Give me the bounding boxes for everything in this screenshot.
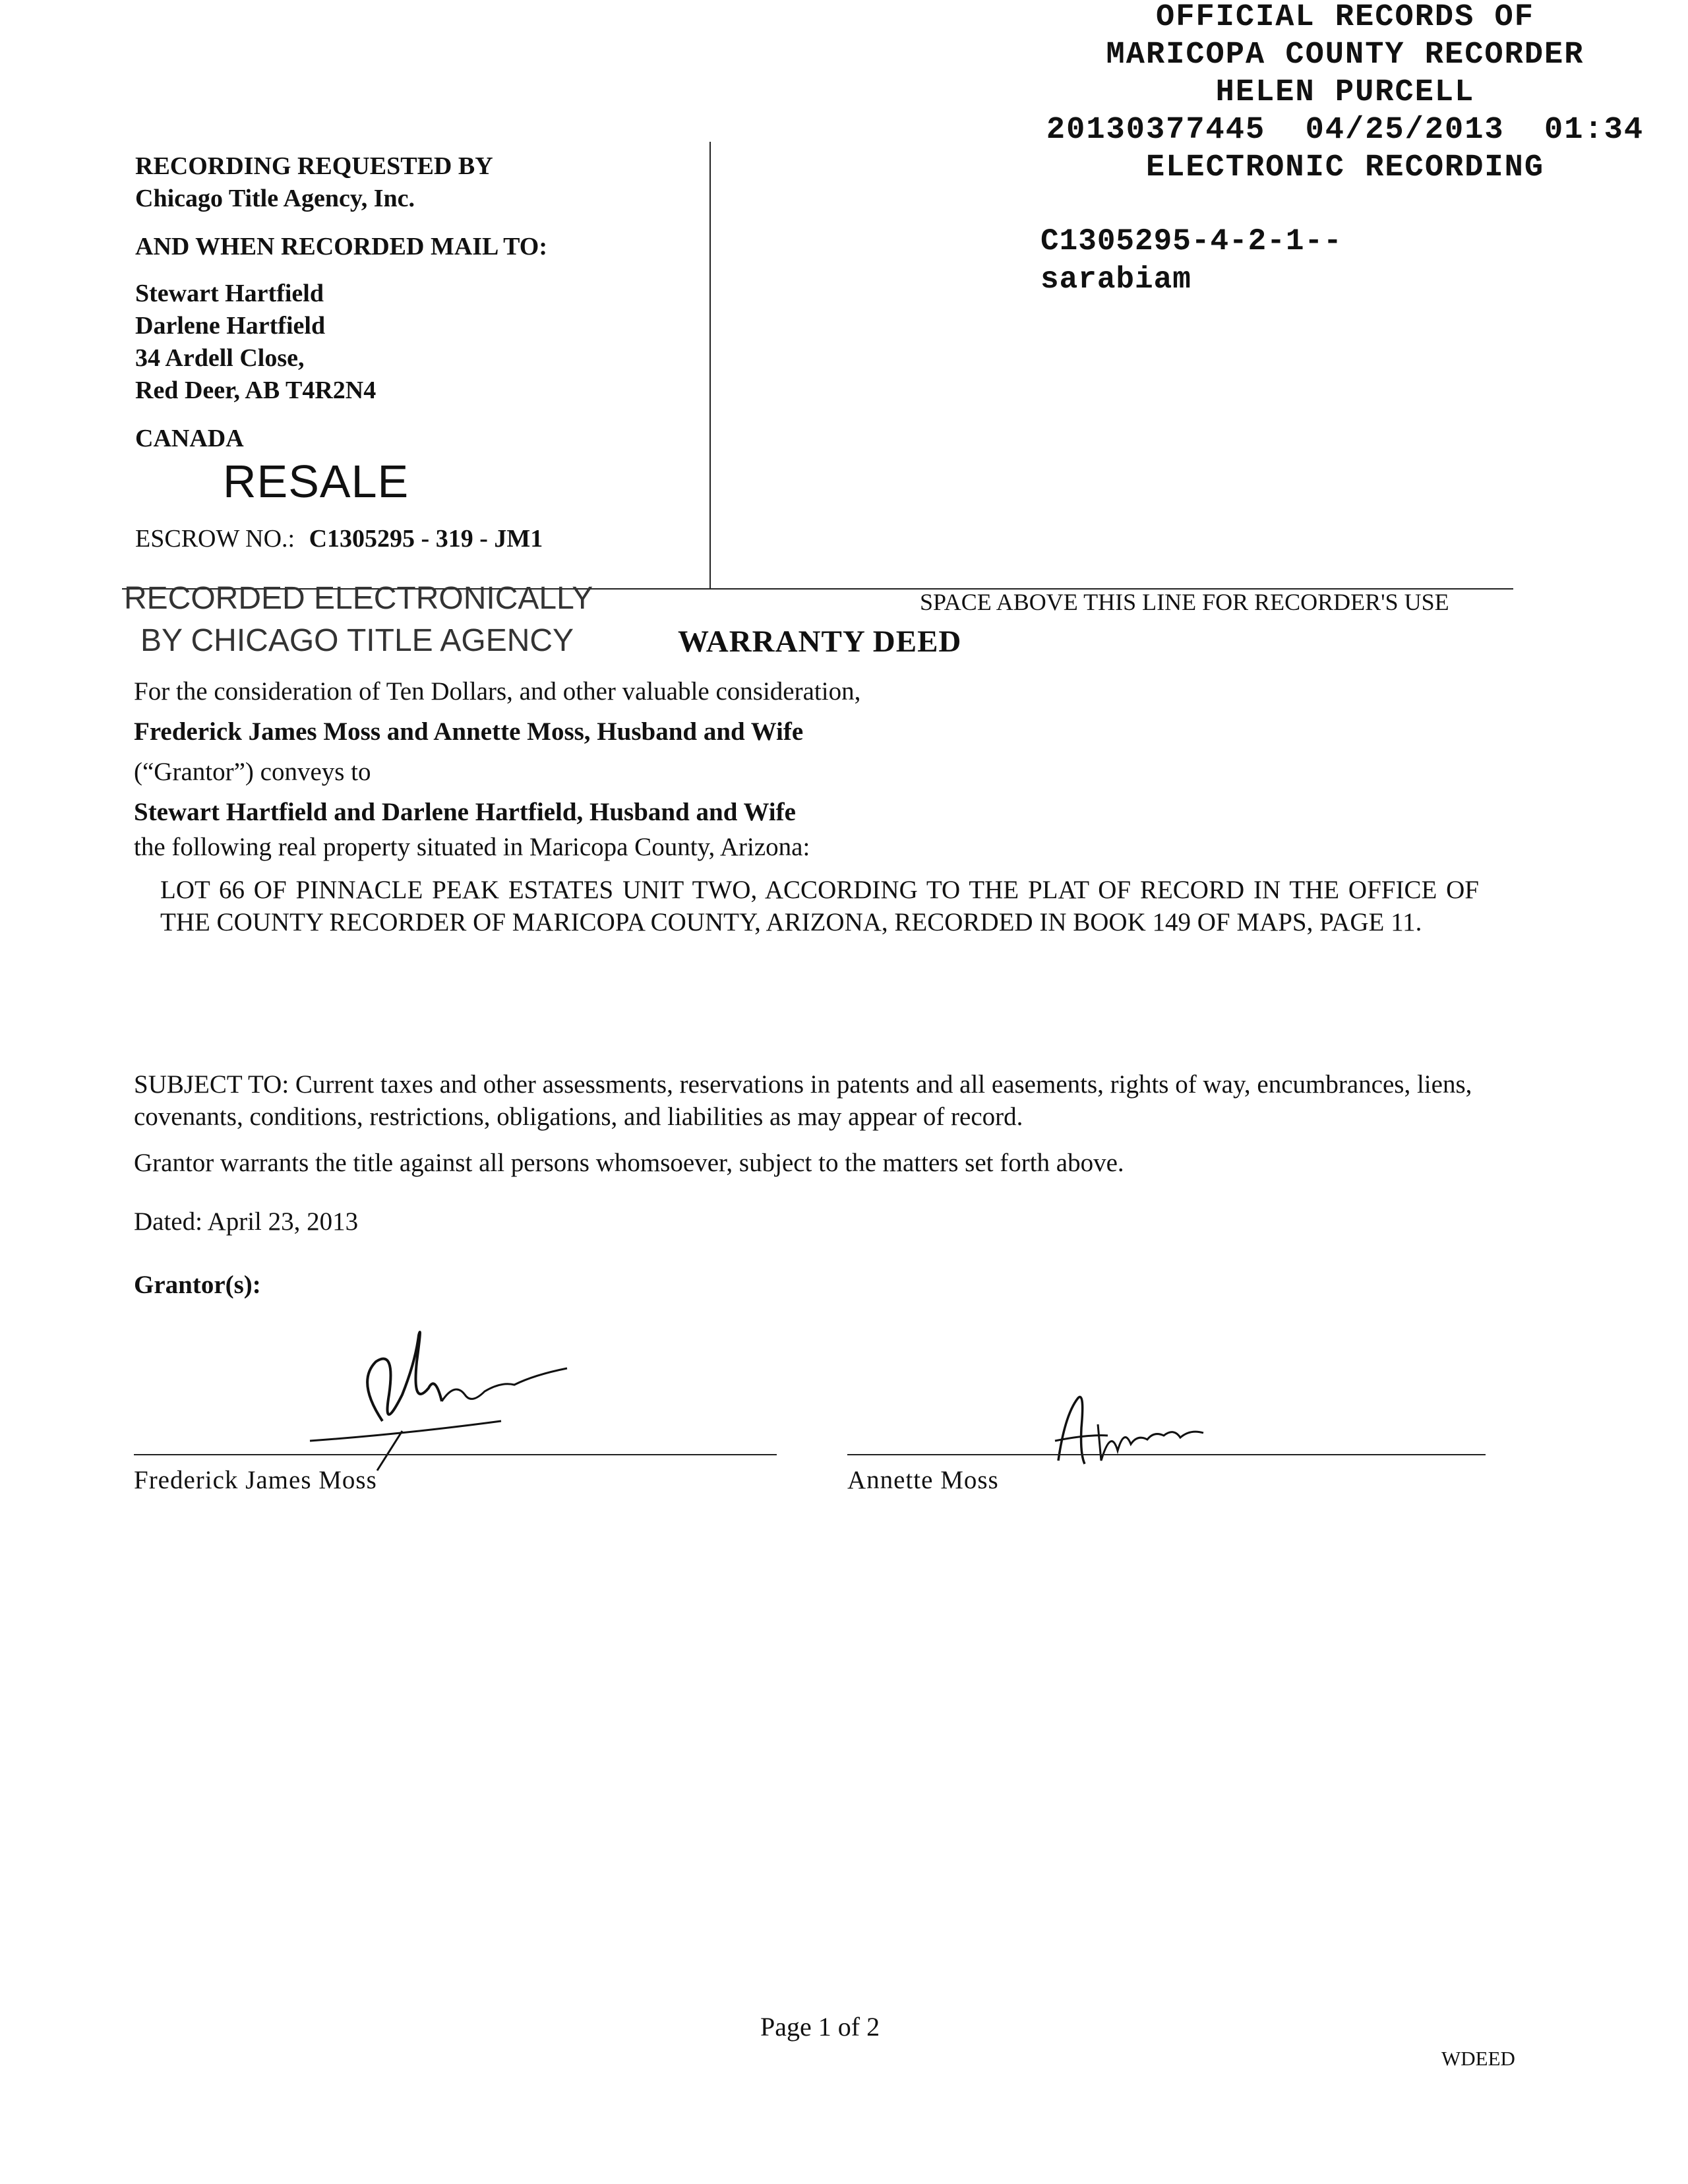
resale-stamp: RESALE	[223, 456, 409, 507]
electronic-stamp-line-2: BY CHICAGO TITLE AGENCY	[140, 623, 574, 658]
recorder-stamp-line-1: OFFICIAL RECORDS OF	[1156, 0, 1534, 35]
recording-number-line: 20130377445 04/25/2013 01:34	[1046, 113, 1644, 148]
mail-to-country: CANADA	[135, 425, 244, 452]
recorder-stamp-line-2: MARICOPA COUNTY RECORDER	[1106, 38, 1584, 73]
mail-to-label: AND WHEN RECORDED MAIL TO:	[135, 233, 547, 260]
legal-description: LOT 66 OF PINNACLE PEAK ESTATES UNIT TWO, ACCORDING TO THE PLAT OF RECORD IN THE OFFICE OF THE COUNTY RECORDER OF MARICOPA COUNTY, ARIZONA, RECORDED IN BOOK 149 OF MAPS, PAGE 11.	[160, 876, 1479, 936]
grantee-names: Stewart Hartfield and Darlene Hartfield, Husband and Wife	[134, 798, 796, 826]
escrow-number-row	[135, 524, 543, 553]
annette-signer-name: Annette Moss	[847, 1466, 999, 1494]
annette-signature	[1048, 1388, 1213, 1474]
page-number: Page 1 of 2	[760, 2012, 880, 2042]
recording-requested-label: RECORDING REQUESTED BY	[135, 152, 493, 180]
frederick-signature	[303, 1322, 587, 1474]
consideration-text: For the consideration of Ten Dollars, and other valuable consideration,	[134, 677, 861, 706]
document-title: WARRANTY DEED	[678, 624, 962, 659]
recorder-stamp-line-3: HELEN PURCELL	[1215, 75, 1475, 110]
escrow-number: C1305295 - 319 - JM1	[309, 525, 543, 553]
grantor-names: Frederick James Moss and Annette Moss, Husband and Wife	[134, 717, 804, 746]
mail-to-line-2: Darlene Hartfield	[135, 312, 326, 340]
frederick-signer-name: Frederick James Moss	[134, 1466, 377, 1494]
grantors-label: Grantor(s):	[134, 1271, 261, 1299]
recording-clerk: sarabiam	[1040, 262, 1191, 297]
electronic-stamp-line-1: RECORDED ELECTRONICALLY	[124, 581, 593, 616]
header-vertical-divider	[709, 142, 711, 589]
warranty-clause: Grantor warrants the title against all persons whomsoever, subject to the matters set forth above.	[134, 1149, 1124, 1177]
recording-reference: C1305295-4-2-1--	[1040, 224, 1342, 258]
recorder-use-note: SPACE ABOVE THIS LINE FOR RECORDER'S USE	[920, 589, 1449, 615]
subject-to-clause: SUBJECT TO: Current taxes and other assessments, reservations in patents and all easements, rights of way, encumbrances, liens, covenants, conditions, restrictions, obligations, and liabilities as may appear of record.	[134, 1070, 1472, 1131]
property-intro: the following real property situated in Maricopa County, Arizona:	[134, 833, 810, 861]
dated-line: Dated: April 23, 2013	[134, 1207, 359, 1236]
recording-requested-by: Chicago Title Agency, Inc.	[135, 185, 415, 212]
mail-to-line-4: Red Deer, AB T4R2N4	[135, 377, 377, 404]
annette-signature-line	[847, 1454, 1486, 1455]
recorder-stamp-line-5: ELECTRONIC RECORDING	[1145, 150, 1545, 185]
conveys-text: (“Grantor”) conveys to	[134, 758, 371, 786]
mail-to-line-1: Stewart Hartfield	[135, 280, 324, 307]
escrow-label: ESCROW NO.:	[135, 525, 295, 553]
form-code: WDEED	[1441, 2047, 1515, 2070]
frederick-signature-line	[134, 1454, 777, 1455]
mail-to-line-3: 34 Ardell Close,	[135, 344, 305, 372]
